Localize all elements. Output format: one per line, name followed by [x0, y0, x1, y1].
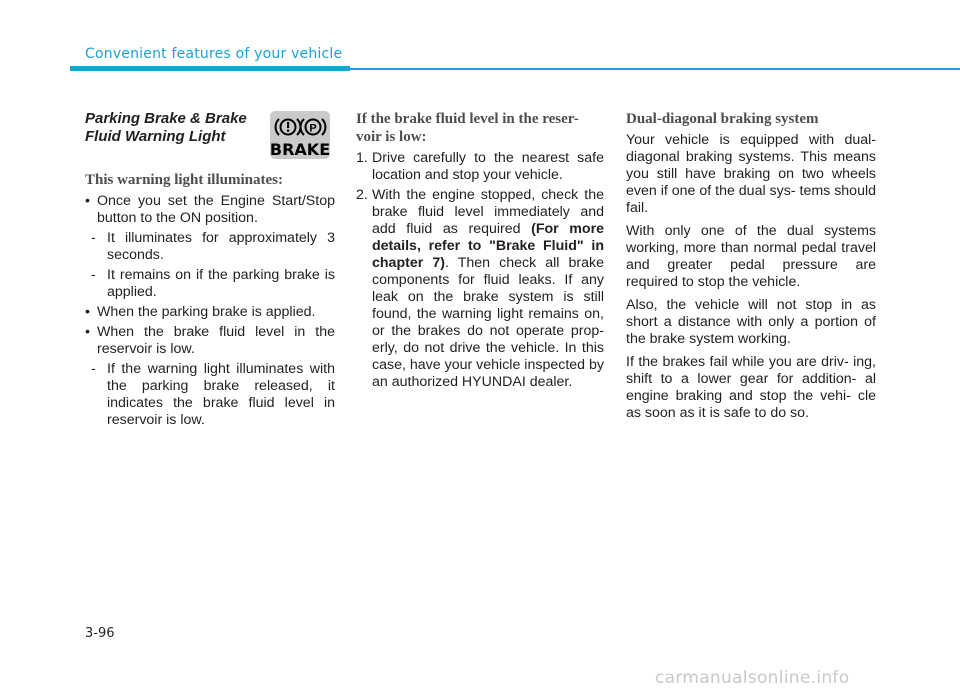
step-number: 1.	[356, 150, 368, 166]
illuminates-heading: This warning light illuminates:	[85, 172, 283, 188]
column-dual-diagonal	[626, 110, 876, 422]
step-reference: (For more details, refer to "Brake Fluid" in chapter 7)	[372, 221, 604, 271]
paragraph-3: Also, the vehicle will not stop in as short a distance with only a portion of the brake system working.	[626, 297, 876, 347]
step-2	[356, 187, 604, 391]
header-rule	[350, 68, 960, 70]
dash-remains-on: - It remains on if the parking brake is applied.	[91, 267, 335, 300]
fluid-low-heading: If the brake fluid level in the reser- voir is low:	[356, 111, 579, 145]
page-number: 3-96	[85, 626, 115, 641]
header-accent-bar	[70, 66, 350, 71]
brake-icon-label: BRAKE	[270, 140, 330, 159]
dash-illuminates-3s: - It illuminates for approximately 3 seconds.	[91, 230, 335, 263]
step-text: Drive carefully to the nearest safe location and stop your vehicle.	[372, 150, 604, 183]
paragraph-2: With only one of the dual systems working, more than normal pedal travel and greater pedal pressure are required to stop the vehicle.	[626, 223, 876, 290]
section-title: Convenient features of your vehicle	[85, 46, 343, 62]
paragraph-4: If the brakes fail while you are driv- ing, shift to a lower gear for addition- al engine braking and stop the vehi- cle as soon as it is safe to do so.	[626, 354, 876, 421]
step-text-cont: . Then check all brake components for fluid leaks. If any leak on the brake system is still found, the warning light remains on, or the brakes do not operate prop- erly, do not drive the vehicle. In this case, have your vehicle inspected by an authorized HYUNDAI dealer.	[372, 255, 604, 390]
column-fluid-low	[356, 110, 604, 391]
dash-text: It remains on if the parking brake is applied.	[107, 267, 335, 300]
dash-text: It illuminates for approximately 3 seconds.	[107, 230, 335, 263]
step-1	[356, 150, 604, 184]
brake-warning-icon	[270, 111, 330, 159]
dash-fluid-low-indicates: - If the warning light illuminates with the parking brake released, it indicates the brake fluid level in reservoir is low.	[91, 361, 335, 428]
dual-diagonal-heading: Dual-diagonal braking system	[626, 111, 819, 127]
bullet-parking-brake: • When the parking brake is applied.	[85, 304, 335, 321]
step-text: With the engine stopped, check the brake fluid level immediately and add fluid as required	[372, 187, 604, 237]
paragraph-1: Your vehicle is equipped with dual- diagonal braking systems. This means you still have braking on two wheels even if one of the dual sys- tems should fail.	[626, 132, 876, 216]
watermark: carmanualsonline.info	[655, 668, 850, 688]
bullet-fluid-low: • When the brake fluid level in the reservoir is low.	[85, 324, 335, 358]
warning-light-heading: Parking Brake & Brake Fluid Warning Light	[85, 110, 247, 145]
bullet-start-stop: • Once you set the Engine Start/Stop button to the ON position.	[85, 193, 335, 227]
dash-text: If the warning light illuminates with the parking brake released, it indicates the brake fluid level in reservoir is low.	[107, 361, 335, 428]
step-number: 2.	[356, 187, 368, 203]
svg-text:P: P	[309, 122, 317, 135]
